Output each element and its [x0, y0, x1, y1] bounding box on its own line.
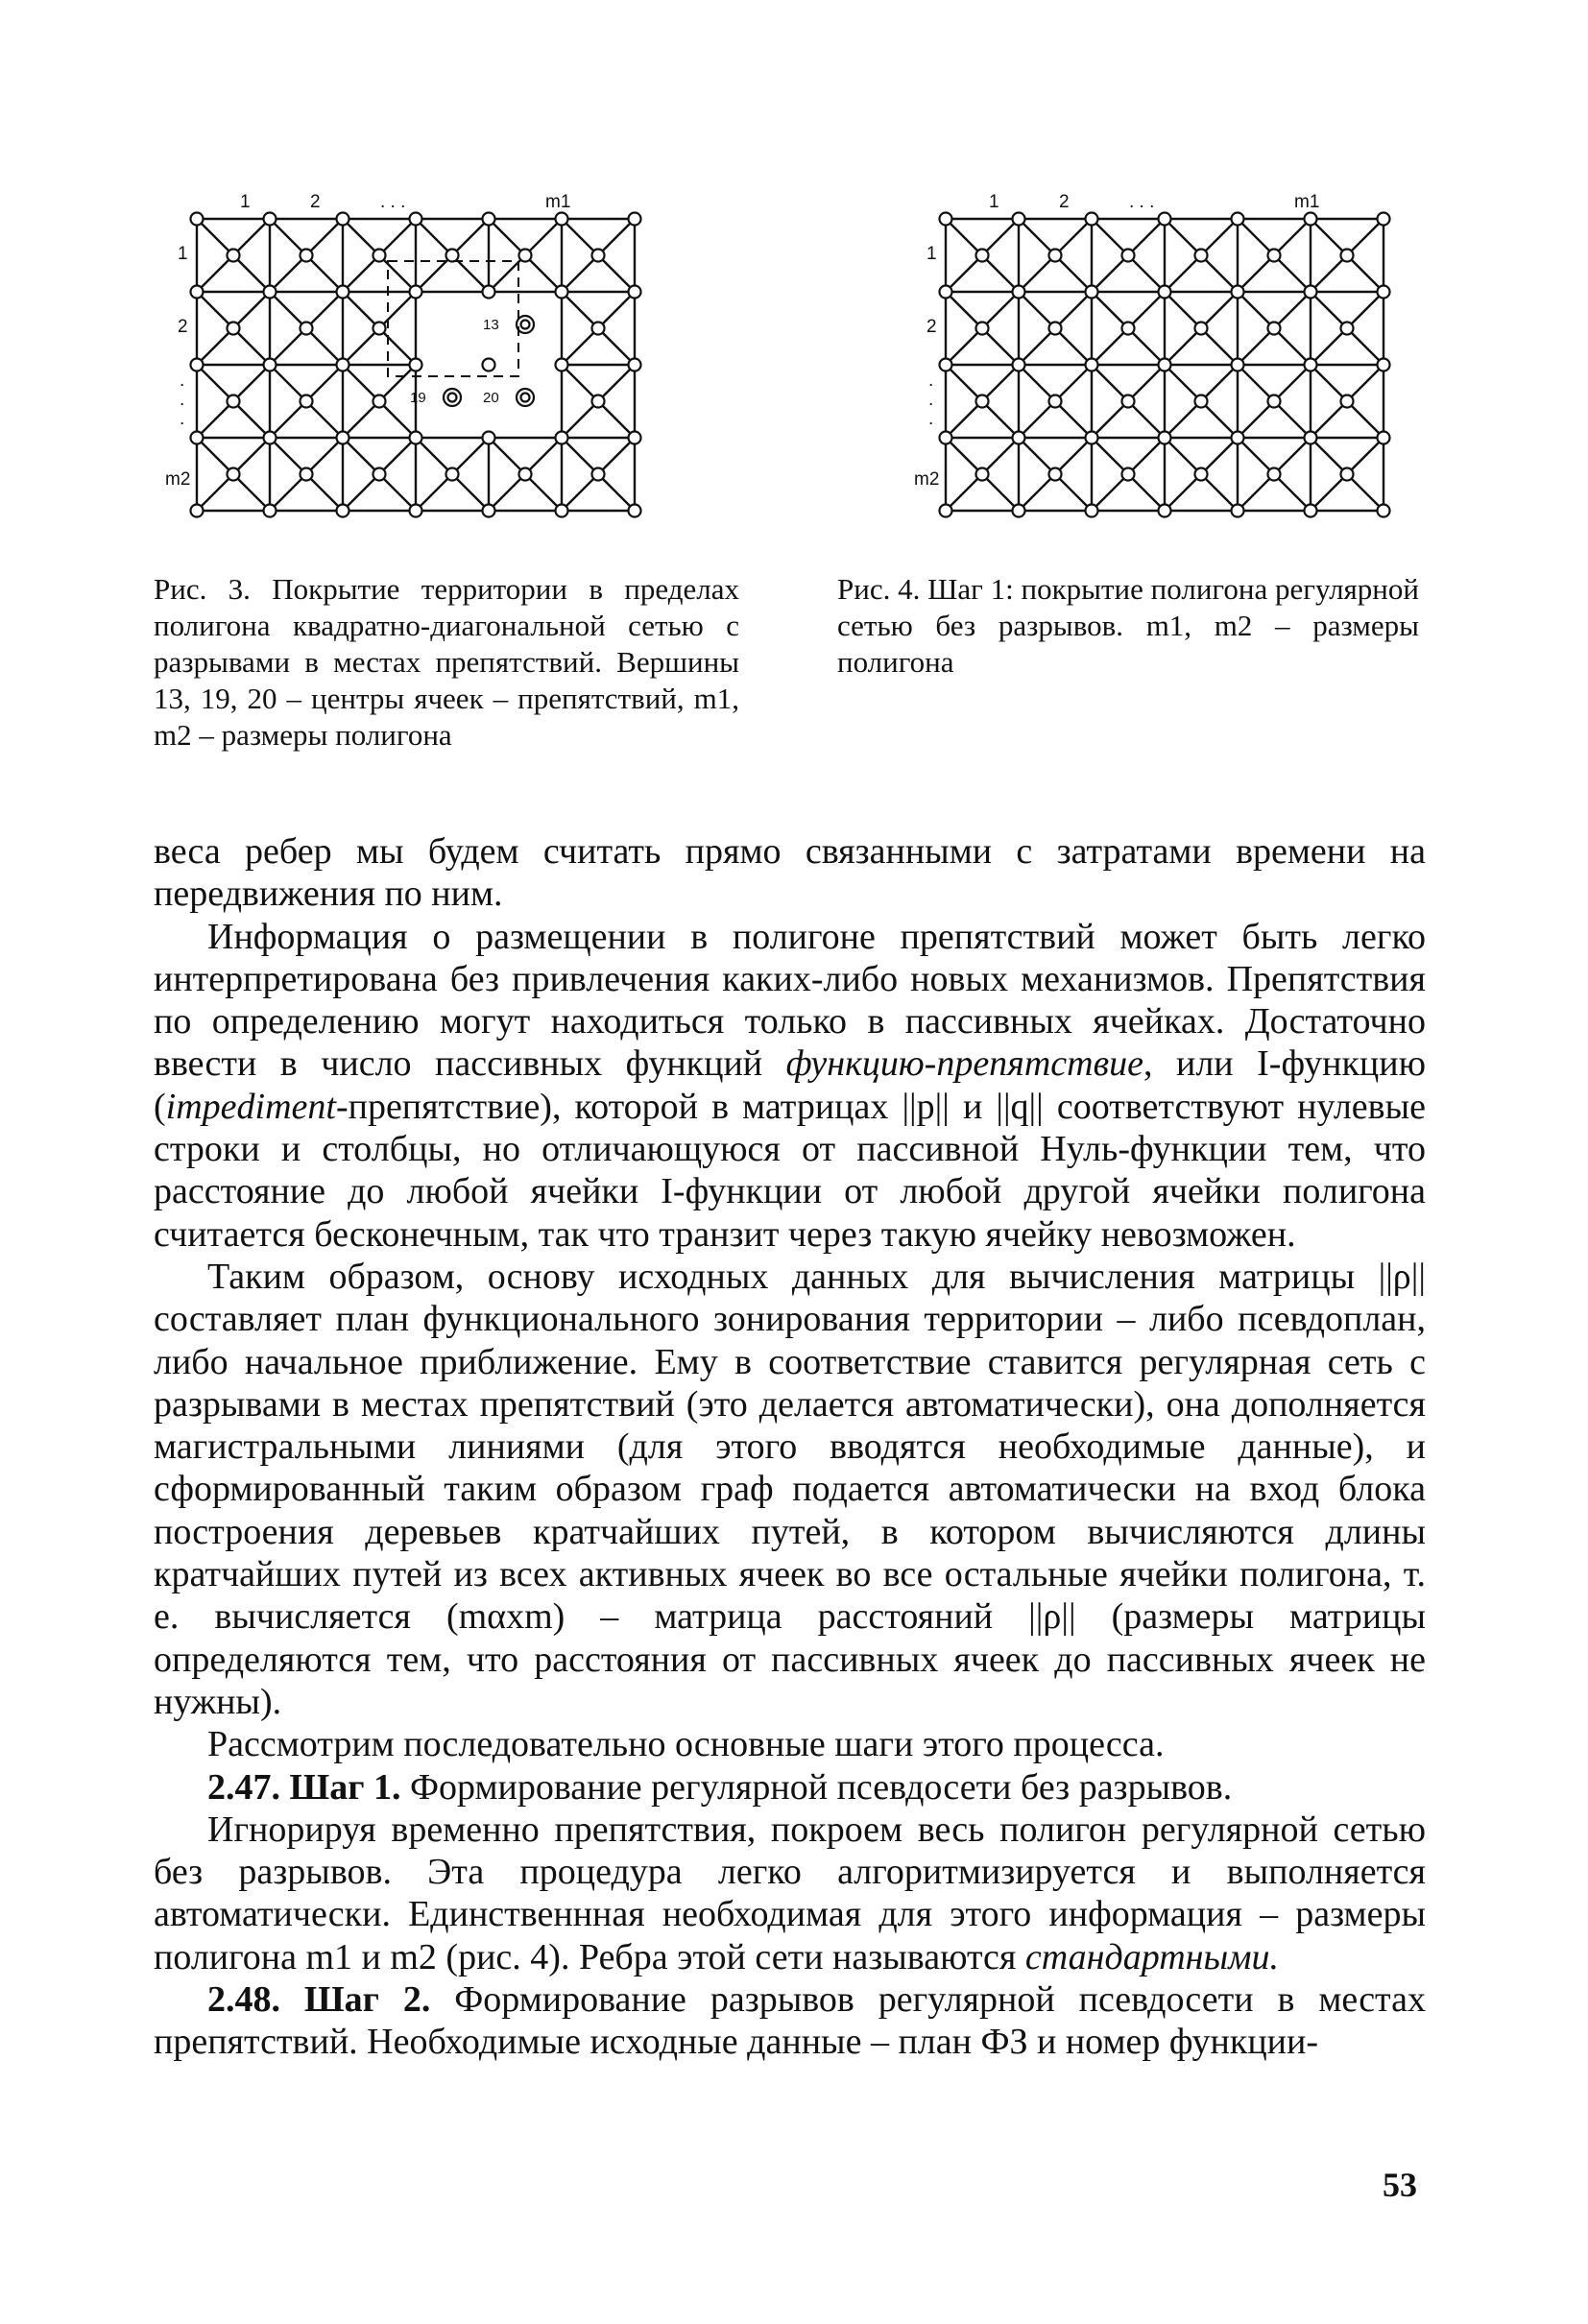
section-title: Формирование разрывов регулярной псевдосети в местах препятствий. Необходимые исходные данные – план ФЗ и номер функции-	[154, 1979, 1426, 2063]
grid-vertex	[337, 286, 349, 299]
grid-vertex	[519, 468, 532, 481]
grid-vertex	[1049, 323, 1062, 335]
fig4-row-label: .	[928, 390, 934, 410]
section-heading	[154, 1766, 1426, 1809]
grid-vertex	[483, 359, 495, 371]
grid-vertex	[483, 286, 495, 299]
grid-vertex	[556, 213, 568, 226]
grid-vertex	[1013, 213, 1025, 226]
obstacle-20-marker-inner	[521, 394, 530, 402]
grid-vertex	[592, 250, 605, 262]
paragraph	[154, 1809, 1426, 1978]
grid-vertex	[556, 359, 568, 371]
fig3-row-label: .	[180, 371, 185, 391]
grid-vertex	[1268, 323, 1281, 335]
grid-vertex	[483, 432, 495, 444]
grid-vertex	[228, 468, 240, 481]
grid-vertex	[1341, 468, 1354, 481]
paragraph: Рассмотрим последовательно основные шаги этого процесса.	[207, 1724, 1165, 1765]
fig3-row-label: m2	[165, 469, 191, 490]
grid-vertex	[629, 286, 641, 299]
grid-vertex	[483, 213, 495, 226]
grid-vertex	[1195, 395, 1208, 408]
grid-vertex	[264, 505, 277, 517]
grid-vertex	[629, 432, 641, 444]
grid-vertex	[1232, 505, 1244, 517]
fig4-row-label: .	[928, 409, 934, 429]
grid-vertex	[1268, 468, 1281, 481]
grid-vertex	[1049, 468, 1062, 481]
grid-vertex	[1086, 213, 1098, 226]
grid-vertex	[373, 468, 386, 481]
grid-vertex	[191, 505, 204, 517]
grid-vertex	[264, 213, 277, 226]
grid-vertex	[1086, 359, 1098, 371]
grid-vertex	[191, 432, 204, 444]
grid-vertex	[1122, 395, 1135, 408]
fig3-col-label: . . .	[380, 192, 406, 212]
grid-vertex	[337, 359, 349, 371]
grid-vertex	[940, 359, 952, 371]
italic-term: стандартными.	[1024, 1936, 1280, 1977]
grid-vertex	[1049, 250, 1062, 262]
grid-vertex	[1013, 359, 1025, 371]
grid-vertex	[301, 468, 313, 481]
figure-3-grid	[144, 182, 682, 538]
text-run: , или I-функцию (	[154, 1043, 1426, 1127]
grid-vertex	[373, 395, 386, 408]
grid-vertex	[1268, 395, 1281, 408]
fig4-row-label: .	[928, 371, 934, 391]
italic-term: impediment	[165, 1086, 336, 1127]
grid-vertex	[264, 286, 277, 299]
grid-vertex	[976, 468, 989, 481]
italic-term: функцию-препятствие	[785, 1043, 1143, 1085]
grid-vertex	[976, 323, 989, 335]
grid-vertex	[592, 323, 605, 335]
grid-vertex	[1159, 432, 1171, 444]
grid-vertex	[1378, 505, 1390, 517]
grid-vertex	[1086, 505, 1098, 517]
grid-vertex	[1195, 468, 1208, 481]
grid-vertex	[1378, 213, 1390, 226]
grid-vertex	[1013, 505, 1025, 517]
grid-vertex	[337, 505, 349, 517]
figure-3-caption: Рис. 3. Покрытие территории в пределах полигона квадратно-диагональной сетью с разрывами в местах препятствий. Вершины 13, 19, 20 – центры ячеек – препятствий, m1, m2 – размеры полигона	[154, 572, 739, 752]
grid-vertex	[629, 359, 641, 371]
grid-vertex	[1305, 286, 1317, 299]
grid-vertex	[1013, 432, 1025, 444]
grid-vertex	[629, 505, 641, 517]
fig3-col-label: 2	[310, 192, 321, 212]
grid-vertex	[1159, 286, 1171, 299]
obstacle-label-13: 13	[483, 317, 499, 333]
grid-vertex	[976, 395, 989, 408]
grid-vertex	[483, 505, 495, 517]
paragraph: Таким образом, основу исходных данных для вычисления матрицы ||ρ|| составляет план функционального зонирования территории – либо псевдоплан, либо начальное приближение. Ему в соответствие ставится регулярная сеть с разрывами в местах препятствий (это делается автоматически), она дополняется магистральными линиями (для этого вводятся необходимые данные), и сформированный таким образом граф подается автоматически на вход блока построения деревьев кратчайших путей, в котором вычисляются длины кратчайших путей из всех активных ячеек во все остальные ячейки полигона, т. е. вычисляется (mαxm) – матрица расстояний ||ρ|| (размеры матрицы определяются тем, что расстояния от пассивных ячеек до пассивных ячеек не нужны).	[154, 1256, 1426, 1722]
grid-vertex	[410, 213, 422, 226]
grid-vertex	[1013, 286, 1025, 299]
grid-vertex	[191, 359, 204, 371]
fig4-col-label: 2	[1059, 192, 1070, 212]
grid-vertex	[940, 505, 952, 517]
grid-vertex	[592, 395, 605, 408]
paragraph: веса ребер мы будем считать прямо связанными с затратами времени на передвижения по ним.	[154, 831, 1426, 915]
grid-vertex	[410, 359, 422, 371]
grid-vertex	[1378, 432, 1390, 444]
fig3-row-label: 2	[178, 317, 188, 337]
fig4-col-label: 1	[989, 192, 999, 212]
fig3-row-label: .	[180, 390, 185, 410]
grid-vertex	[976, 250, 989, 262]
grid-vertex	[556, 286, 568, 299]
grid-vertex	[1305, 505, 1317, 517]
grid-vertex	[592, 468, 605, 481]
obstacle-19-marker-inner	[448, 394, 457, 402]
grid-vertex	[301, 250, 313, 262]
grid-vertex	[191, 286, 204, 299]
grid-vertex	[1341, 323, 1354, 335]
grid-vertex	[228, 250, 240, 262]
grid-vertex	[1305, 432, 1317, 444]
text-run: -препятствие), которой в матрицах ||p|| и ||q|| соответствуют нулевые строки и столбцы, но отличающуюся от пассивной Нуль-функции тем, что расстояние до любой ячейки I-функции от любой другой ячейки полигона считается бесконечным, так что транзит через такую ячейку невозможен.	[154, 1086, 1426, 1255]
grid-vertex	[1341, 395, 1354, 408]
grid-vertex	[1086, 286, 1098, 299]
grid-vertex	[1378, 359, 1390, 371]
obstacle-label-20: 20	[483, 390, 499, 406]
grid-vertex	[1122, 250, 1135, 262]
grid-vertex	[1232, 432, 1244, 444]
grid-vertex	[1232, 286, 1244, 299]
fig4-col-label: . . .	[1129, 192, 1155, 212]
grid-vertex	[191, 213, 204, 226]
fig3-row-label: 1	[178, 244, 188, 264]
grid-vertex	[629, 213, 641, 226]
grid-vertex	[410, 286, 422, 299]
grid-vertex	[1378, 286, 1390, 299]
grid-vertex	[556, 432, 568, 444]
grid-vertex	[373, 323, 386, 335]
grid-vertex	[446, 468, 459, 481]
grid-vertex	[301, 395, 313, 408]
grid-vertex	[1232, 359, 1244, 371]
grid-vertex	[940, 213, 952, 226]
obstacle-13-marker-inner	[521, 321, 530, 329]
fig4-row-label: 1	[926, 244, 937, 264]
paragraph	[154, 916, 1426, 1256]
grid-vertex	[1232, 213, 1244, 226]
grid-vertex	[1159, 505, 1171, 517]
text-run: Игнорируя временно препятствия, покроем весь полигон регулярной сетью без разрывов. Эта процедура легко алгоритмизируется и выполняется автоматически. Единственнная необходимая для этого информация – размеры полигона m1 и m2 (рис. 4). Ребра этой сети называются	[154, 1809, 1426, 1977]
grid-vertex	[1195, 250, 1208, 262]
section-title: Формирование регулярной псевдосети без разрывов.	[400, 1766, 1233, 1808]
grid-vertex	[556, 505, 568, 517]
grid-vertex	[1122, 323, 1135, 335]
grid-vertex	[410, 505, 422, 517]
grid-vertex	[940, 432, 952, 444]
grid-vertex	[373, 250, 386, 262]
page-number: 53	[1383, 2166, 1417, 2204]
grid-vertex	[337, 213, 349, 226]
grid-vertex	[1305, 359, 1317, 371]
figure-4-grid	[893, 182, 1431, 538]
figure-4-caption: Рис. 4. Шаг 1: покрытие полигона регулярной сетью без разрывов. m1, m2 – размеры полигона	[837, 572, 1419, 679]
grid-vertex	[410, 432, 422, 444]
fig4-row-label: 2	[926, 317, 937, 337]
section-number: 2.47. Шаг 1.	[207, 1766, 401, 1808]
fig3-row-label: .	[180, 409, 185, 429]
grid-vertex	[1195, 323, 1208, 335]
grid-vertex	[940, 286, 952, 299]
section-number: 2.48. Шаг 2.	[207, 1979, 431, 2021]
grid-vertex	[264, 359, 277, 371]
grid-vertex	[1086, 432, 1098, 444]
grid-vertex	[519, 250, 532, 262]
grid-vertex	[1305, 213, 1317, 226]
grid-vertex	[1341, 250, 1354, 262]
grid-vertex	[1049, 395, 1062, 408]
body-text	[154, 830, 1426, 2064]
fig3-col-label: m1	[545, 192, 571, 212]
grid-vertex	[1122, 468, 1135, 481]
fig4-col-label: m1	[1294, 192, 1320, 212]
grid-vertex	[337, 432, 349, 444]
grid-vertex	[1159, 359, 1171, 371]
text-run: Информация о размещении в полигоне препятствий может быть легко интерпретирована без привлечения каких-либо новых механизмов. Препятствия по определению могут находиться только в пассивных ячейках. Достаточно ввести в число пассивных функций	[154, 916, 1426, 1085]
grid-vertex	[1268, 250, 1281, 262]
grid-vertex	[264, 432, 277, 444]
grid-vertex	[446, 250, 459, 262]
grid-vertex	[228, 323, 240, 335]
grid-vertex	[228, 395, 240, 408]
section-heading	[154, 1978, 1426, 2064]
fig3-col-label: 1	[240, 192, 251, 212]
grid-vertex	[1159, 213, 1171, 226]
fig4-row-label: m2	[914, 469, 940, 490]
grid-vertex	[301, 323, 313, 335]
obstacle-label-19: 19	[410, 390, 426, 406]
